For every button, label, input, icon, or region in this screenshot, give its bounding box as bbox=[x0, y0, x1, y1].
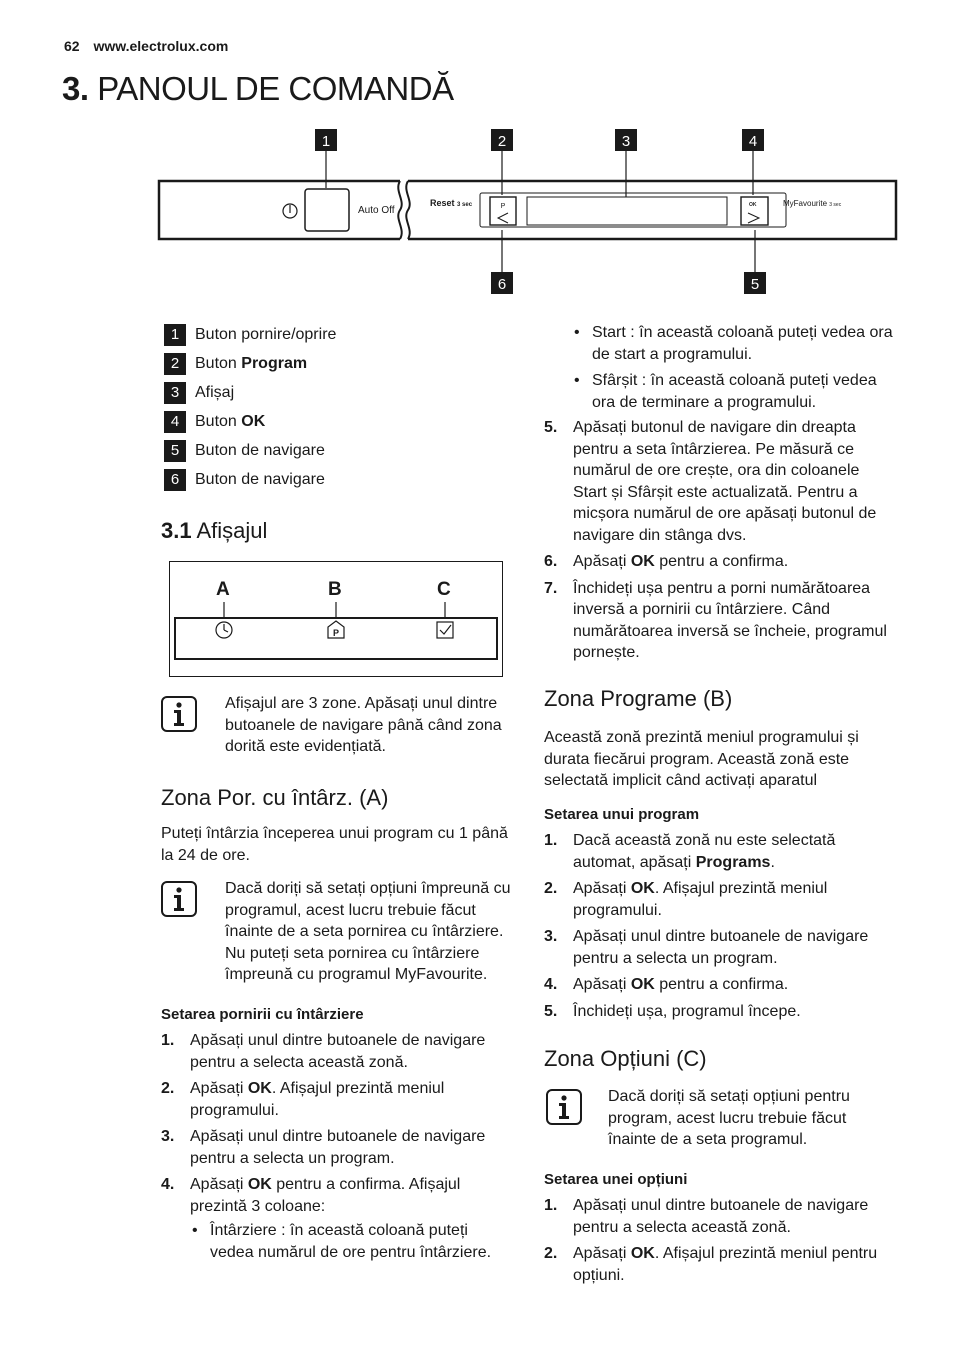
note-zones: Afișajul are 3 zone. Apăsați unul dintre butoanele de navigare până când zona dorită este evidențiată. bbox=[225, 695, 502, 755]
callout-label-6: 6 bbox=[497, 276, 507, 293]
delay-clock-icon bbox=[216, 622, 232, 638]
legend-item: 4 Buton OK bbox=[164, 411, 265, 435]
website-link[interactable]: www.electrolux.com bbox=[93, 38, 229, 54]
power-button bbox=[305, 189, 349, 231]
zone-c-heading: Zona Opțiuni (C) bbox=[544, 1046, 707, 1071]
legend-item: 2 Buton Program bbox=[164, 353, 307, 377]
control-panel-diagram bbox=[150, 125, 910, 300]
svg-text:P: P bbox=[500, 203, 506, 210]
info-icon bbox=[546, 1089, 582, 1125]
list-item: 1. Apăsați unul dintre butoanele de navigare pentru a selecta această zonă. bbox=[544, 1197, 869, 1236]
note-zone-a: Dacă doriți să setați opțiuni împreună cu programul, acest lucru trebuie făcut înainte de a seta pornirea cu întârziere. Nu puteți seta pornirea cu întârziere împreună cu programul MyFavourite. bbox=[225, 880, 511, 983]
ok-label: OK bbox=[749, 202, 757, 208]
program-p-icon bbox=[328, 621, 344, 638]
list-item: 5. Închideți ușa, programul începe. bbox=[544, 1002, 801, 1020]
callout-label-2: 2 bbox=[497, 133, 507, 150]
myfavourite-label: MyFavourite 3 sec bbox=[783, 199, 842, 208]
list-item: 1. Dacă această zonă nu este selectată automat, apăsați Programs. bbox=[544, 832, 836, 871]
zone-a-bullets-1 bbox=[190, 1220, 500, 1268]
list-item: • Sfârșit : în această coloană puteți vedea ora de terminare a programului. bbox=[572, 370, 902, 413]
zone-c-subheading: Setarea unei opțiuni bbox=[544, 1171, 688, 1188]
note-zone-c: Dacă doriți să setați opțiuni pentru program, acest lucru trebuie făcut înainte de a seta programul. bbox=[608, 1088, 850, 1148]
callout-label-4: 4 bbox=[748, 133, 758, 150]
panel-display bbox=[527, 197, 727, 225]
list-item: 2. Apăsați OK. Afișajul prezintă meniul pentru opțiuni. bbox=[544, 1245, 878, 1284]
auto-off-label: Auto Off bbox=[358, 205, 395, 216]
page-header bbox=[64, 38, 238, 54]
list-item: 4. Apăsați OK pentru a confirma. Afișajul prezintă 3 coloane: bbox=[161, 1176, 461, 1215]
list-item: 1. Apăsați unul dintre butoanele de navigare pentru a selecta această zonă. bbox=[161, 1032, 486, 1071]
list-item: 4. Apăsați OK pentru a confirma. bbox=[544, 976, 789, 993]
zone-a-intro: Puteți întârzia începerea unui program cu 1 până la 24 de ore. bbox=[161, 825, 508, 864]
section-title: PANOUL DE COMANDĂ bbox=[97, 70, 454, 107]
zone-a-heading: Zona Por. cu întârz. (A) bbox=[161, 785, 389, 810]
list-item: 7. Închideți ușa pentru a porni numărătoarea inversă a pornirii cu întârziere. Când numărătoarea inversă se încheie, programul pornește. bbox=[544, 579, 887, 661]
legend-item: 1 Buton pornire/oprire bbox=[164, 324, 336, 348]
legend-item: 3 Afișaj bbox=[164, 382, 234, 406]
legend-item: 5 Buton de navigare bbox=[164, 440, 325, 464]
zone-a-steps-cont bbox=[544, 417, 896, 669]
legend-item: 6 Buton de navigare bbox=[164, 469, 325, 493]
zone-c-steps bbox=[544, 1195, 894, 1291]
info-icon bbox=[161, 696, 197, 732]
zone-b-subheading: Setarea unui program bbox=[544, 806, 700, 823]
list-item: 3. Apăsați unul dintre butoanele de navigare pentru a selecta un program. bbox=[161, 1128, 486, 1167]
display-diagram bbox=[169, 561, 503, 677]
section-number: 3. bbox=[62, 70, 89, 107]
list-item: • Start : în această coloană puteți vedea ora de start a programului. bbox=[572, 322, 902, 365]
zone-a-subheading: Setarea pornirii cu întârziere bbox=[161, 1006, 364, 1023]
list-item: 3. Apăsați unul dintre butoanele de navigare pentru a selecta un program. bbox=[544, 928, 869, 967]
list-item: 6. Apăsați OK pentru a confirma. bbox=[544, 553, 789, 570]
list-item: 2. Apăsați OK. Afișajul prezintă meniul programului. bbox=[161, 1080, 445, 1119]
page-number: 62 bbox=[64, 38, 80, 54]
zone-a-bullets-2 bbox=[572, 322, 902, 418]
zone-b-intro: Această zonă prezintă meniul programului și durata fiecărui program. Această zonă este selectată implicit când activați aparatul bbox=[544, 729, 859, 789]
zone-b-steps bbox=[544, 830, 889, 1027]
reset-label: Reset 3 sec bbox=[430, 198, 473, 208]
list-item: 5. Apăsați butonul de navigare din dreapta pentru a seta întârzierea. Pe măsură ce numărul de ore crește, ora din coloanele Start și Sfârșit este actualizată. Pentru a micșora numărul de ore apăsați butonul de navigare din stânga dvs. bbox=[544, 419, 877, 544]
list-item: • Întârziere : în această coloană puteți vedea numărul de ore pentru întârziere. bbox=[190, 1220, 500, 1263]
list-item: 2. Apăsați OK. Afișajul prezintă meniul programului. bbox=[544, 880, 828, 919]
zone-b-label: B bbox=[328, 579, 342, 600]
options-check-icon bbox=[437, 622, 453, 638]
zone-b-heading: Zona Programe (B) bbox=[544, 686, 733, 711]
zone-a-steps bbox=[161, 1030, 509, 1222]
callout-label-5: 5 bbox=[750, 276, 760, 293]
zone-c-label: C bbox=[437, 579, 451, 600]
zone-a-label: A bbox=[216, 579, 230, 600]
section-heading-3-1: 3.1 Afișajul bbox=[161, 518, 268, 543]
info-icon bbox=[161, 881, 197, 917]
page-title bbox=[62, 70, 454, 108]
callout-label-1: 1 bbox=[321, 133, 331, 150]
svg-text:P: P bbox=[332, 628, 340, 638]
callout-label-3: 3 bbox=[621, 133, 631, 150]
